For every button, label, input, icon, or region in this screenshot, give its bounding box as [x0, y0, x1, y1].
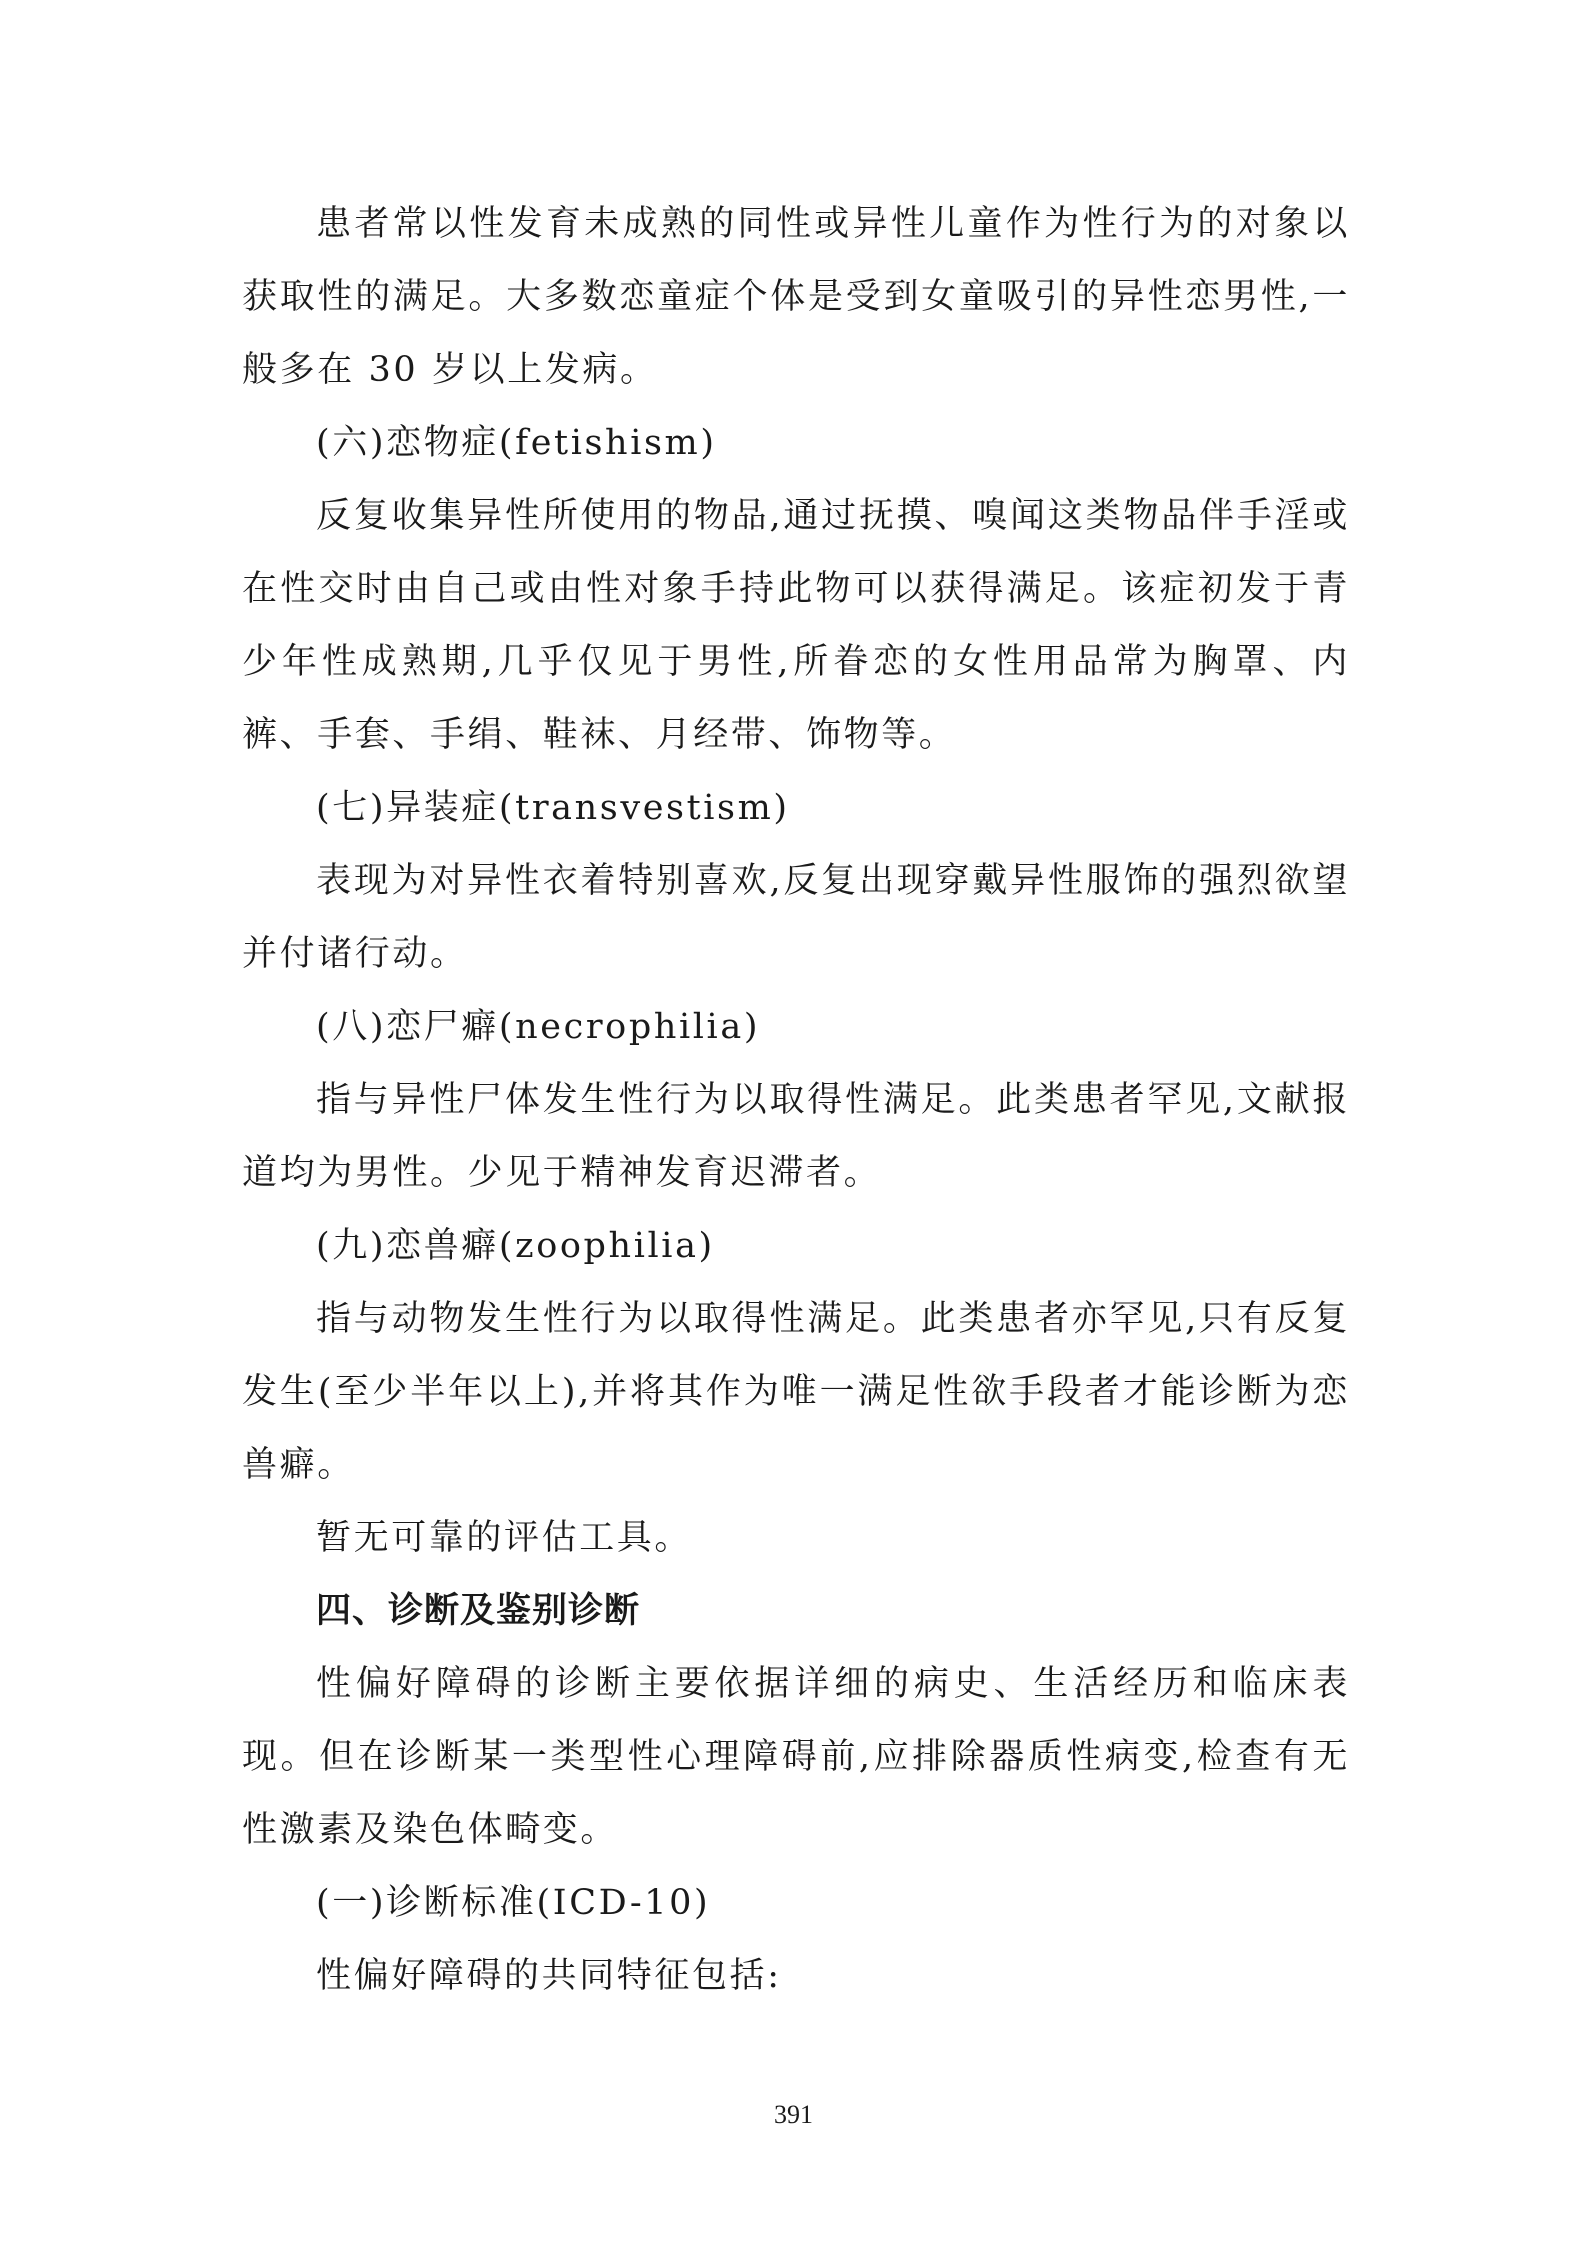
paragraph-fetishism: 反复收集异性所使用的物品,通过抚摸、嗅闻这类物品伴手淫或在性交时由自己或由性对象手持此物可以获得满足。该症初发于青少年性成熟期,几乎仅见于男性,所眷恋的女性用品常为胸罩、内裤、手套、手绢、鞋袜、月经带、饰物等。 [242, 496, 1350, 755]
paragraph-necrophilia: 指与异性尸体发生性行为以取得性满足。此类患者罕见,文献报道均为男性。少见于精神发育迟滞者。 [242, 1080, 1350, 1193]
paragraph-criteria-intro: 性偏好障碍的共同特征包括: [316, 1956, 782, 1996]
page-body [242, 188, 1350, 2013]
section-heading-zoophilia: (九)恋兽癖(zoophilia) [316, 1226, 715, 1266]
section-heading-fetishism: (六)恋物症(fetishism) [316, 423, 717, 463]
paragraph-assessment: 暂无可靠的评估工具。 [316, 1518, 693, 1558]
paragraph-pedophilia-description: 患者常以性发育未成熟的同性或异性儿童作为性行为的对象以获取性的满足。大多数恋童症个体是受到女童吸引的异性恋男性,一般多在 30 岁以上发病。 [242, 204, 1350, 390]
section-heading-diagnostic-criteria: (一)诊断标准(ICD-10) [316, 1883, 711, 1923]
paragraph-transvestism: 表现为对异性衣着特别喜欢,反复出现穿戴异性服饰的强烈欲望并付诸行动。 [242, 861, 1350, 974]
chapter-heading-diagnosis: 四、诊断及鉴别诊断 [316, 1591, 641, 1631]
section-heading-transvestism: (七)异装症(transvestism) [316, 788, 790, 828]
section-heading-necrophilia: (八)恋尸癖(necrophilia) [316, 1007, 761, 1047]
paragraph-zoophilia: 指与动物发生性行为以取得性满足。此类患者亦罕见,只有反复发生(至少半年以上),并将其作为唯一满足性欲手段者才能诊断为恋兽癖。 [242, 1299, 1350, 1485]
paragraph-diagnosis: 性偏好障碍的诊断主要依据详细的病史、生活经历和临床表现。但在诊断某一类型性心理障碍前,应排除器质性病变,检查有无性激素及染色体畸变。 [242, 1664, 1350, 1850]
page-number: 391 [774, 2100, 813, 2129]
